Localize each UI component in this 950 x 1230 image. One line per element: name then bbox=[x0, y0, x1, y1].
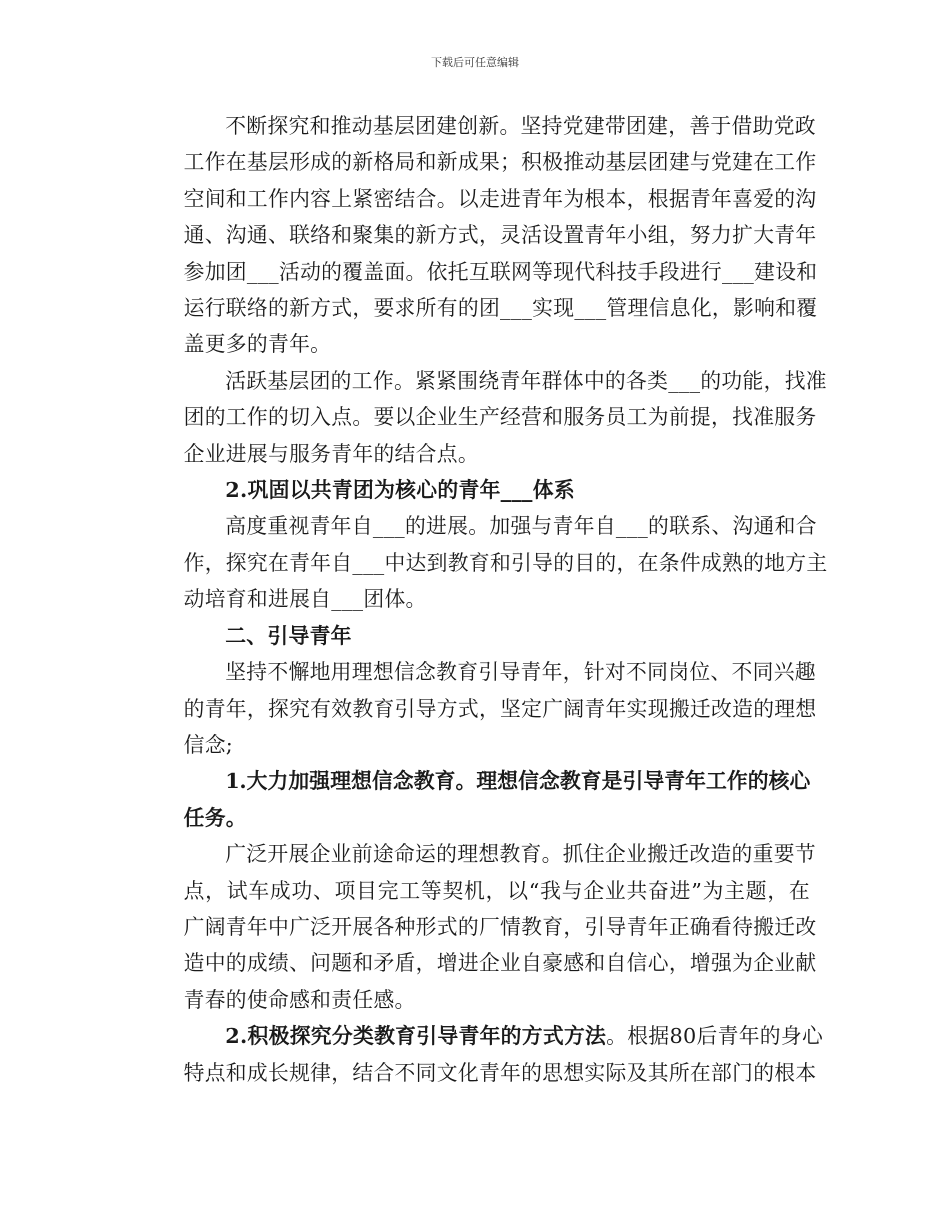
text-line: 工作在基层形成的新格局和新成果；积极推动基层团建与党建在工作 bbox=[183, 150, 817, 175]
heading-ideal-education bbox=[142, 763, 810, 836]
text-line: 信念; bbox=[183, 732, 234, 757]
paragraph-youth-self-organization bbox=[142, 508, 828, 617]
text-line: 点，试车成功、项目完工等契机，以“我与企业共奋进”为主题，在 bbox=[183, 878, 810, 903]
text-line: 特点和成长规律，结合不同文化青年的思想实际及其所在部门的根本 bbox=[183, 1060, 817, 1085]
text-line: 动培育和进展自___团体。 bbox=[183, 587, 427, 612]
text-line: 造中的成绩、问题和矛盾，增进企业自豪感和自信心，增强为企业献 bbox=[183, 951, 817, 976]
text-line: 广泛开展企业前途命运的理想教育。抓住企业搬迁改造的重要节 bbox=[225, 842, 816, 867]
text-line: 的青年，探究有效教育引导方式，坚定广阔青年实现搬迁改造的理想 bbox=[183, 696, 817, 721]
text-line: 广阔青年中广泛开展各种形式的厂情教育，引导青年正确看待搬迁改 bbox=[183, 914, 817, 939]
text-line: 运行联络的新方式，要求所有的团___实现___管理信息化，影响和覆 bbox=[183, 296, 818, 321]
text-line: 坚持不懈地用理想信念教育引导青年，针对不同岗位、不同兴趣 bbox=[225, 660, 816, 685]
text-line: 不断探究和推动基层团建创新。坚持党建带团建，善于借助党政 bbox=[225, 114, 816, 138]
paragraph-ideal-belief bbox=[142, 654, 817, 763]
bold-lead-text: 2.积极探究分类教育引导青年的方式方法 bbox=[225, 1023, 607, 1049]
text-line: 青春的使命感和责任感。 bbox=[183, 987, 416, 1012]
text-line: 活跃基层团的工作。紧紧围绕青年群体中的各类___的功能，找准 bbox=[225, 368, 827, 393]
paragraph-classified-education bbox=[142, 1018, 824, 1091]
paragraph-grassroots-innovation bbox=[142, 108, 818, 363]
heading-text: 二、引导青年 bbox=[225, 622, 352, 648]
inline-text: 。根据80后青年的身心 bbox=[606, 1024, 824, 1049]
heading-text: 2.巩固以共青团为核心的青年___体系 bbox=[225, 477, 575, 503]
heading-consolidate-system bbox=[142, 472, 810, 508]
paragraph-activate-grassroots bbox=[142, 363, 827, 472]
heading-text: 任务。 bbox=[183, 804, 247, 830]
text-line: 团的工作的切入点。要以企业生产经营和服务员工为前提，找准服务 bbox=[183, 405, 817, 430]
page-header-note: 下载后可任意编辑 bbox=[431, 56, 519, 69]
text-line: 参加团___活动的覆盖面。依托互联网等现代科技手段进行___建设和 bbox=[183, 259, 818, 284]
heading-text: 1.大力加强理想信念教育。理想信念教育是引导青年工作的核心 bbox=[225, 768, 810, 794]
document-body bbox=[142, 108, 828, 1091]
paragraph-enterprise-education bbox=[142, 836, 817, 1018]
text-line: 高度重视青年自___的进展。加强与青年自___的联系、沟通和合 bbox=[225, 514, 817, 539]
text-line bbox=[142, 1018, 824, 1054]
text-line: 通、沟通、联络和聚集的新方式，灵活设置青年小组，努力扩大青年 bbox=[183, 223, 817, 248]
text-line: 作，探究在青年自___中达到教育和引导的目的，在条件成熟的地方主 bbox=[183, 550, 828, 575]
text-line: 企业进展与服务青年的结合点。 bbox=[183, 441, 479, 466]
heading-guide-youth bbox=[142, 618, 810, 654]
text-line: 空间和工作内容上紧密结合。以走进青年为根本，根据青年喜爱的沟 bbox=[183, 186, 817, 211]
text-line: 盖更多的青年。 bbox=[183, 332, 332, 357]
